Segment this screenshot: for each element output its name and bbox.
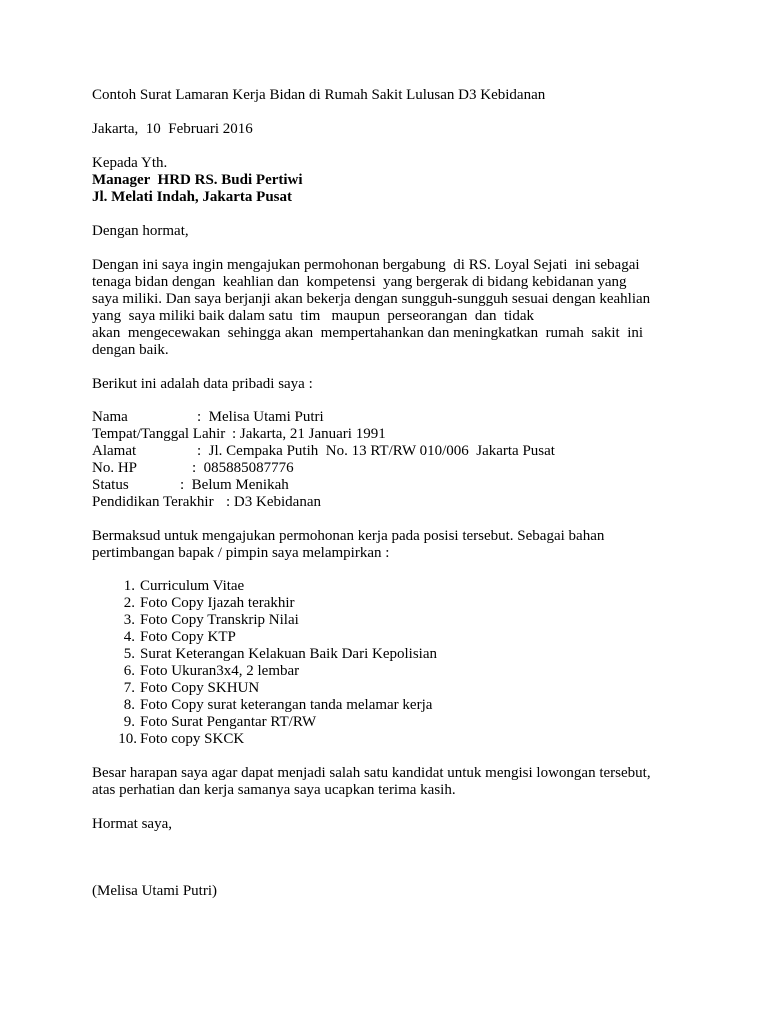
- closing-line: atas perhatian dan kerja samanya saya ucapkan terima kasih.: [92, 782, 456, 798]
- recipient-address: Jl. Melati Indah, Jakarta Pusat: [92, 189, 293, 205]
- sign-off: Hormat saya,: [92, 816, 172, 832]
- list-item-text: Surat Keterangan Kelakuan Baik Dari Kepolisian: [140, 646, 437, 662]
- list-item-text: Foto Copy surat keterangan tanda melamar kerja: [140, 697, 433, 713]
- list-item-number: 9.: [123, 714, 135, 730]
- personal-data-label: Tempat/Tanggal Lahir: [92, 426, 230, 442]
- personal-data-intro: Berikut ini adalah data pribadi saya :: [92, 376, 313, 392]
- list-item-text: Foto Copy KTP: [140, 629, 236, 645]
- intro-line: akan mengecewakan sehingga akan mempertahankan dan meningkatkan rumah sakit ini: [92, 325, 644, 341]
- list-item-number: 5.: [123, 646, 135, 662]
- personal-data-label: Pendidikan Terakhir: [92, 494, 222, 510]
- list-item-number: 6.: [123, 663, 135, 679]
- list-item-number: 8.: [123, 697, 135, 713]
- list-item-text: Foto Ukuran3x4, 2 lembar: [140, 663, 300, 679]
- list-item-number: 1.: [123, 578, 135, 594]
- personal-data-label: Status: [92, 477, 174, 493]
- list-item-number: 7.: [123, 680, 135, 696]
- recipient-name: Manager HRD RS. Budi Pertiwi: [92, 172, 303, 188]
- list-item-number: 10.: [118, 731, 137, 747]
- signature-name: (Melisa Utami Putri): [92, 883, 217, 899]
- personal-data-value: : 085885087776: [192, 460, 294, 476]
- personal-data-row: [92, 443, 555, 460]
- personal-data-value: : Belum Menikah: [180, 477, 289, 493]
- list-item-text: Foto Surat Pengantar RT/RW: [140, 714, 317, 730]
- salutation: Dengan hormat,: [92, 223, 189, 239]
- closing-line: Besar harapan saya agar dapat menjadi salah satu kandidat untuk mengisi lowongan tersebut,: [92, 765, 651, 781]
- attachment-line: pertimbangan bapak / pimpin saya melampirkan :: [92, 545, 390, 561]
- list-item-text: Curriculum Vitae: [140, 578, 245, 594]
- personal-data-value: : Jakarta, 21 Januari 1991: [232, 426, 386, 442]
- list-item-number: 2.: [123, 595, 135, 611]
- recipient-greeting: Kepada Yth.: [92, 155, 168, 171]
- intro-line: tenaga bidan dengan keahlian dan kompetensi yang bergerak di bidang kebidanan yang: [92, 274, 627, 290]
- personal-data-value: : Melisa Utami Putri: [197, 409, 324, 425]
- intro-line: saya miliki. Dan saya berjanji akan bekerja dengan sungguh-sungguh sesuai dengan keahlian: [92, 291, 651, 307]
- list-item-text: Foto Copy Ijazah terakhir: [140, 595, 295, 611]
- list-item-number: 4.: [123, 629, 135, 645]
- intro-line: Dengan ini saya ingin mengajukan permohonan bergabung di RS. Loyal Sejati ini sebagai: [92, 257, 640, 273]
- list-item-text: Foto copy SKCK: [140, 731, 245, 747]
- personal-data-label: No. HP: [92, 460, 193, 476]
- personal-data-row: [92, 477, 289, 494]
- intro-line: yang saya miliki baik dalam satu tim maupun perseorangan dan tidak: [92, 308, 534, 324]
- personal-data-row: [92, 494, 321, 511]
- list-item-text: Foto Copy SKHUN: [140, 680, 260, 696]
- intro-line: dengan baik.: [92, 342, 169, 358]
- attachment-line: Bermaksud untuk mengajukan permohonan kerja pada posisi tersebut. Sebagai bahan: [92, 528, 605, 544]
- list-item-number: 3.: [123, 612, 135, 628]
- personal-data-row: [92, 460, 294, 477]
- personal-data-label: Nama: [92, 409, 192, 425]
- personal-data-value: : D3 Kebidanan: [226, 494, 321, 510]
- personal-data-label: Alamat: [92, 443, 193, 459]
- date-line: Jakarta, 10 Februari 2016: [92, 121, 253, 137]
- personal-data-row: [92, 409, 324, 426]
- letter-title: Contoh Surat Lamaran Kerja Bidan di Rumah Sakit Lulusan D3 Kebidanan: [92, 87, 546, 103]
- personal-data-value: : Jl. Cempaka Putih No. 13 RT/RW 010/006 Jakarta Pusat: [197, 443, 555, 459]
- list-item-text: Foto Copy Transkrip Nilai: [140, 612, 299, 628]
- personal-data-row: [92, 426, 386, 443]
